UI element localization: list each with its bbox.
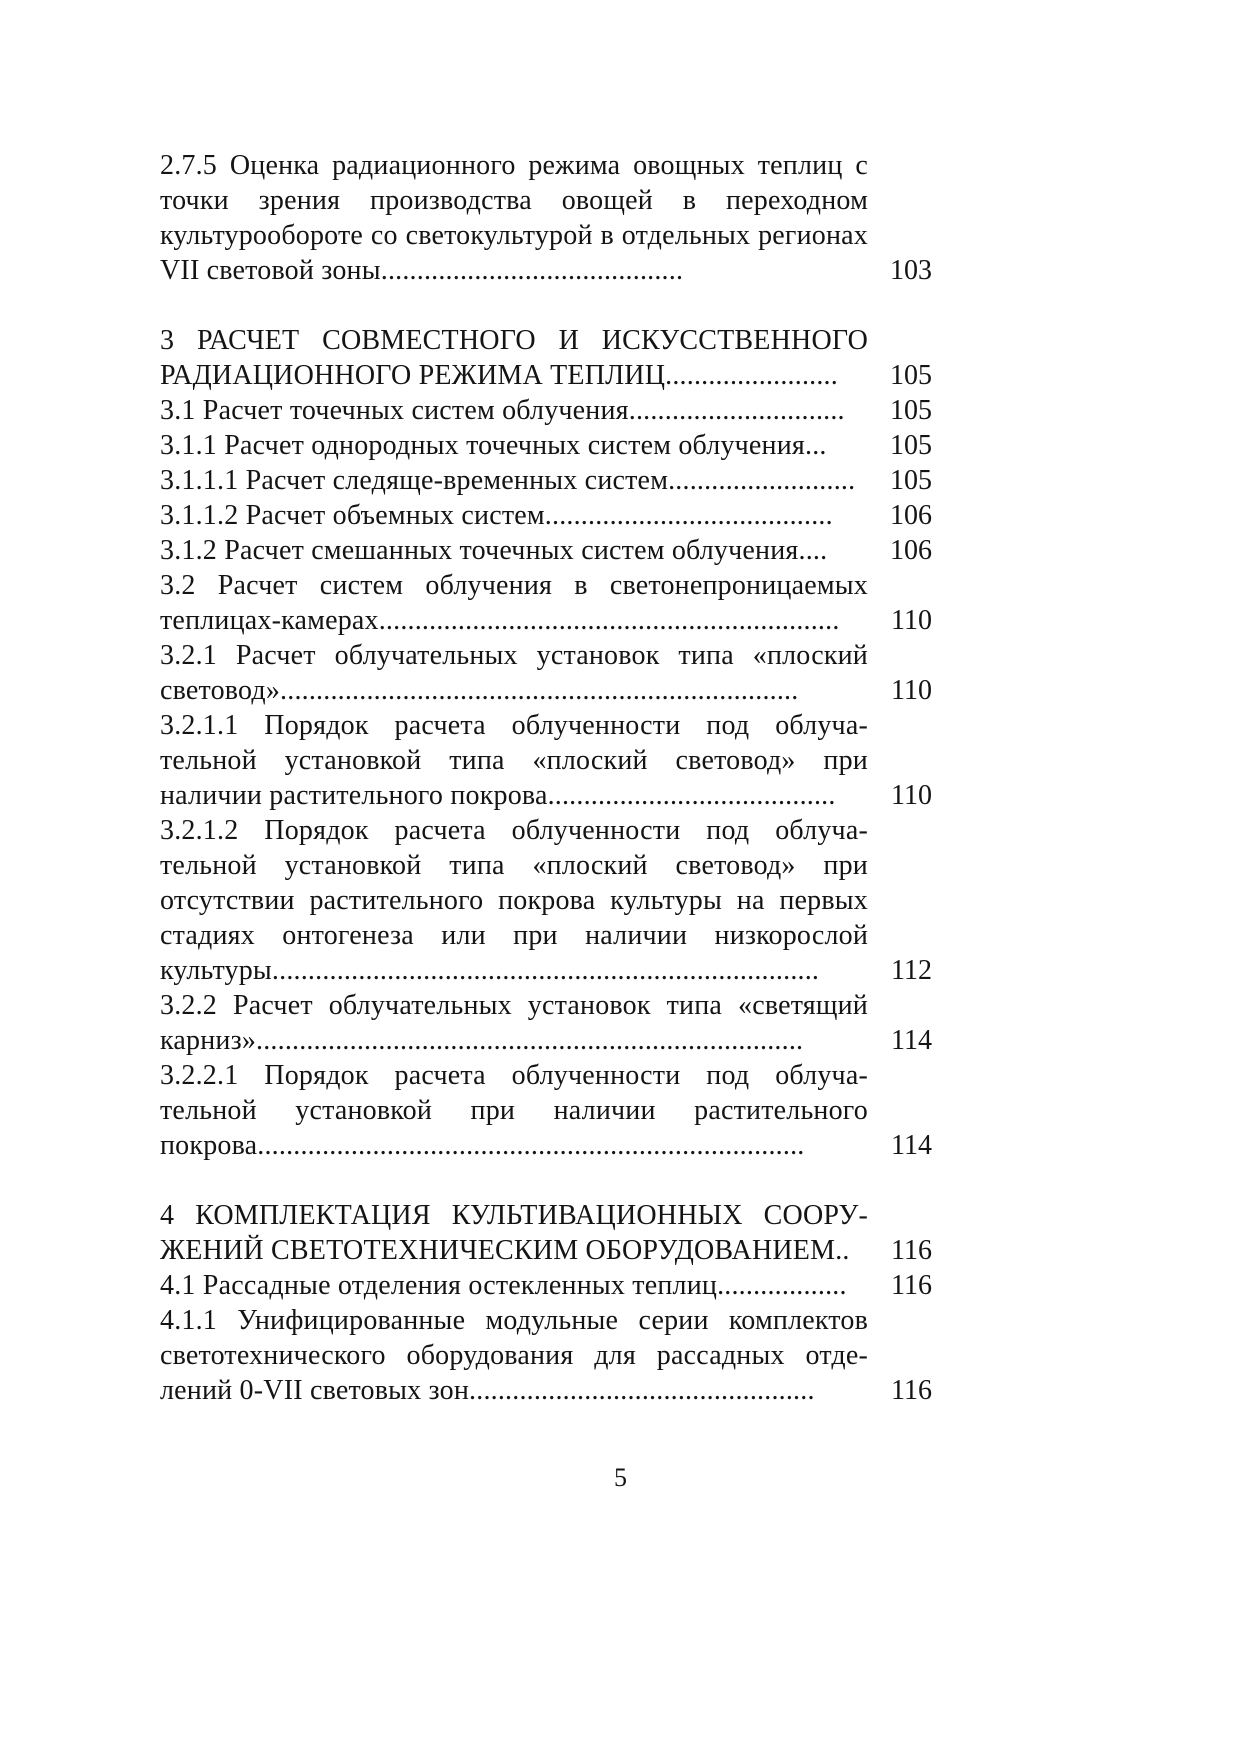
toc-entry-page: 103 <box>890 255 932 286</box>
toc-entry-page: 112 <box>891 955 932 986</box>
toc-entry-text: 3.2 Расчет систем облучения в светонепроницаемых теплицах-камерах................................................................ <box>160 570 868 636</box>
toc-entry-text: 3.1.1 Расчет однородных точечных систем облучения... <box>160 430 827 461</box>
toc-entry-page: 114 <box>891 1130 932 1161</box>
toc-entry-text: 3.1 Расчет точечных систем облучения.............................. <box>160 395 845 426</box>
toc-entry-page: 110 <box>891 605 932 636</box>
toc-entry-page: 105 <box>890 395 932 426</box>
toc-entry <box>160 813 932 988</box>
toc-entry-page: 110 <box>891 675 932 706</box>
toc-entry-text: 3.1.1.2 Расчет объемных систем........................................ <box>160 500 833 531</box>
toc-entry-page: 114 <box>891 1025 932 1056</box>
toc-entry <box>160 498 932 533</box>
toc-entry-text: 3.2.1 Расчет облучательных установок типа «плоский световод»........................................................................ <box>160 640 868 706</box>
toc-entry <box>160 568 932 638</box>
toc-entry <box>160 463 932 498</box>
toc-entry-text: 3.2.2.1 Порядок расчета облученности под облуча-тельной установкой при наличии растительного покрова............................................................................ <box>160 1060 868 1161</box>
toc-entry <box>160 1303 932 1408</box>
toc-entry-page: 116 <box>891 1375 932 1406</box>
toc-entry-text: 4 КОМПЛЕКТАЦИЯ КУЛЬТИВАЦИОННЫХ СООРУ-ЖЕНИЙ СВЕТОТЕХНИЧЕСКИМ ОБОРУДОВАНИЕМ.. <box>160 1200 868 1266</box>
toc-entry-text: 4.1 Рассадные отделения остекленных теплиц.................. <box>160 1270 847 1301</box>
toc-entry-text: 3.2.1.1 Порядок расчета облученности под облуча-тельной установкой типа «плоский световод» при наличии растительного покрова........................................ <box>160 710 868 811</box>
toc-entry <box>160 533 932 568</box>
toc-entry <box>160 708 932 813</box>
toc-entry-text: 3.2.2 Расчет облучательных установок типа «светящий карниз»............................................................................ <box>160 990 868 1056</box>
toc-entry-text: 2.7.5 Оценка радиационного режима овощных теплиц с точки зрения производства овощей в переходном культурообороте со светокультурой в отдельных регионах VII световой зоны.......................................... <box>160 150 868 286</box>
toc-entry-text: 3.1.2 Расчет смешанных точечных систем облучения.... <box>160 535 828 566</box>
toc-entry-page: 105 <box>890 430 932 461</box>
toc-entry-page: 110 <box>891 780 932 811</box>
toc-entry-text: 3.2.1.2 Порядок расчета облученности под облуча-тельной установкой типа «плоский световод» при отсутствии растительного покрова культуры на первых стадиях онтогенеза или при наличии низкорослой культуры............................................................................ <box>160 815 868 986</box>
toc-entry <box>160 323 932 393</box>
toc-entry-page: 105 <box>890 360 932 391</box>
toc-entry-page: 106 <box>890 535 932 566</box>
toc-entry <box>160 1198 932 1268</box>
toc-entry <box>160 988 932 1058</box>
toc-entry <box>160 148 932 288</box>
toc-entry <box>160 638 932 708</box>
toc-entry <box>160 393 932 428</box>
toc-entry <box>160 428 932 463</box>
footer-page-number: 5 <box>614 1463 627 1492</box>
toc-entry-page: 105 <box>890 465 932 496</box>
toc-entry-page: 106 <box>890 500 932 531</box>
toc-entry-text: 3.1.1.1 Расчет следяще-временных систем.......................... <box>160 465 856 496</box>
toc-entry-text: 4.1.1 Унифицированные модульные серии комплектов светотехнического оборудования для рассадных отде-лений 0-VII световых зон................................................ <box>160 1305 868 1406</box>
toc-entry-page: 116 <box>891 1235 932 1266</box>
toc-entry-page: 116 <box>891 1270 932 1301</box>
toc-entry <box>160 1268 932 1303</box>
table-of-contents <box>160 148 932 1408</box>
toc-entry <box>160 1058 932 1163</box>
toc-entry-text: 3 РАСЧЕТ СОВМЕСТНОГО И ИСКУССТВЕННОГО РАДИАЦИОННОГО РЕЖИМА ТЕПЛИЦ........................ <box>160 325 868 391</box>
